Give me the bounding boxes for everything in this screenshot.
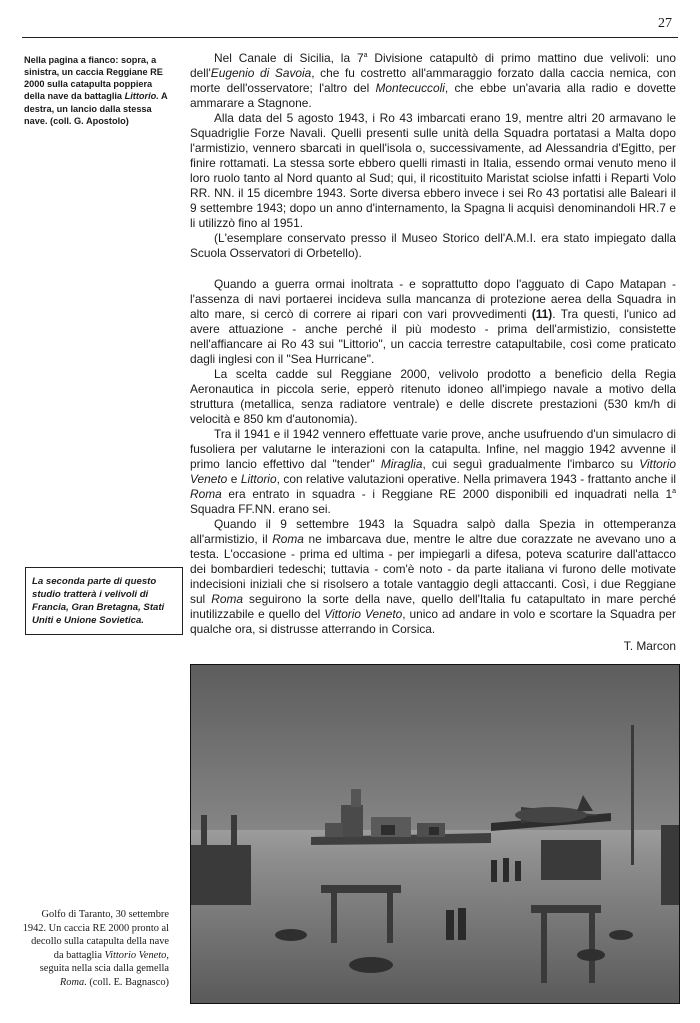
top-rule	[22, 37, 678, 38]
p7-ship-2: Roma	[211, 592, 243, 606]
caption-bottom-t3: . (coll. E. Bagnasco)	[84, 976, 169, 988]
p4-text-1: Quando a guerra ormai inoltrata - e soprattutto dopo l'agguato di Capo Matapan - l'assenza di navi portaerei incideva sulla mancanza di protezione aerea della Squadra in alto mare, si cercò di correre ai ripari con vari provvedimenti	[190, 277, 676, 321]
paragraph-1	[190, 51, 676, 111]
paragraph-5: La scelta cadde sul Reggiane 2000, velivolo prodotto a beneficio della Regia Aeronautica in piccola serie, epperò ritenuto idoneo all'impiego navale a motivo della struttura (metallica, senza radiatore ventrale) e delle discrete prestazioni (530 km/h di velocità e 850 km d'autonomia).	[190, 367, 676, 426]
paragraph-3: (L'esemplare conservato presso il Museo Storico dell'A.M.I. era stato impiegato dalla Scuola Osservatori di Orbetello).	[190, 231, 676, 260]
side-caption-bottom	[22, 908, 169, 989]
p7-text-3: seguirono la sorte della nave, quello dell'Italia fu catapultato in mare perché inutilizzabile e quello del	[190, 592, 676, 621]
p1-ship-2: Montecuccoli	[375, 81, 445, 95]
p6-text-5: era entrato in squadra - i Reggiane RE 2000 disponibili ed inquadrati nella 1	[221, 487, 673, 501]
caption-bottom-i2: Roma	[59, 976, 85, 988]
caption-top-suffix: A destra, un lancio dalla stessa nave. (coll. G. Apostolo)	[24, 91, 168, 126]
photo-battleship-deck	[191, 665, 679, 1003]
p7-text-2: ne imbarcava due, mentre le altre due corazzate ne avevano uno a testa. L'occasione - prima ed ultima - per impiegarli a difesa, poteva scaturire dall'attacco dei bombardieri tedeschi; tuttavia - com'è noto - da parte italiana vi furono delle motivate indecisioni iniziali che si risolsero a totale vantaggio degli attaccanti. Così, i due Reggiane sul	[190, 532, 676, 606]
p1-text-2: Divisione catapultò di primo mattino due velivoli: uno dell'	[190, 51, 676, 80]
p6-text-2: , cui seguì gradualmente l'imbarco su	[422, 457, 640, 471]
author-signature: T. Marcon	[623, 639, 676, 653]
caption-top-ship: Littorio.	[124, 91, 159, 102]
caption-bottom-t2: , seguita nella scia dalla gemella	[39, 949, 169, 975]
p7-ship-1: Roma	[272, 532, 304, 546]
p1-text-1: Nel Canale di Sicilia, la 7	[214, 51, 364, 65]
p6-text-6: Squadra FF.NN. erano sei.	[190, 502, 331, 516]
page-number: 27	[658, 16, 672, 31]
caption-bottom-t1: Golfo di Taranto, 30 settembre 1942. Un caccia RE 2000 pronto al decollo sulla catapulta della nave da battaglia	[22, 909, 169, 961]
side-note-box: La seconda parte di questo studio tratterà i velivoli di Francia, Gran Bretagna, Stati Uniti e Unione Sovietica.	[25, 567, 183, 635]
paragraph-6	[190, 427, 676, 517]
photo	[190, 664, 680, 1004]
p6-text-3: e	[227, 472, 241, 486]
p4-text-2: . Tra questi, l'unico ad avere attuazione - anche perché il più modesto - prima dell'armistizio, consistette nell'affiancare ai Ro 43 sui "Littorio", un caccia terrestre catapultabile, così come praticato dagli inglesi con il "Sea Hurricane".	[190, 307, 676, 366]
paragraph-7	[190, 517, 676, 637]
p6-text-4: , con relative valutazioni operative. Nella primavera 1943 - frattanto anche il	[276, 472, 676, 486]
p1-ship-1: Eugenio di Savoia	[210, 66, 312, 80]
p7-text-4: , unico ad andare in volo e scortare la Squadra per qualche ora, si distrusse atterrando in Corsica.	[190, 607, 677, 636]
p6-sup: a	[672, 488, 676, 496]
p1-text-4: , che ebbe un'avaria alla radio e dovette ammarare a Stagnone.	[190, 81, 676, 110]
p6-ship-4: Roma	[190, 487, 222, 501]
p6-ship-2: Vittorio Veneto	[190, 457, 676, 486]
p7-ship-3: Vittorio Veneto	[324, 607, 403, 621]
p1-sup: a	[363, 52, 368, 60]
caption-top-prefix: Nella pagina a fianco: sopra, a sinistra, un caccia Reggiane RE 2000 sulla catapulta poppiera della nave da battaglia	[24, 55, 163, 102]
p6-ship-1: Miraglia	[380, 457, 423, 471]
paragraph-2: Alla data del 5 agosto 1943, i Ro 43 imbarcati erano 19, mentre altri 20 armavano le Squadriglie Forze Navali. Quelli presenti sulle unità della Squadra portatasi a Malta dopo l'armistizio, vennero sbarcati in quell'isola o, successivamente, ad Alessandria d'Egitto, per finire rottamati. La stessa sorte ebbero quelli rimasti in Italia, essendo ormai venuto meno il loro ruolo tanto al Nord quanto al Sud; qui, il ricostituito Maristat sciolse infatti i Reparti Volo RR. NN. il 15 dicembre 1943. Sorte diversa ebbero invece i sei Ro 43 portatisi alle Baleari il 9 settembre 1943; dopo un anno d'internamento, la Spagna li acquisì denominandoli HR.7 e li utilizzò fino al 1951.	[190, 111, 676, 230]
side-caption-top	[24, 54, 174, 127]
paragraph-4	[190, 277, 676, 367]
caption-bottom-i1: Vittorio Veneto	[104, 949, 167, 961]
p6-ship-3: Littorio	[240, 472, 277, 486]
p4-footnote-ref: (11)	[531, 307, 553, 321]
p1-text-3: , che fu costretto all'ammaraggio forzato dalla caccia nemica, con morte dell'osservatore; l'altro del	[190, 66, 677, 95]
ship-deck	[191, 860, 679, 1003]
p6-text-1: Tra il 1941 e il 1942 vennero effettuate varie prove, anche usufruendo d'un simulacro di fusoliera per valutarne le interazioni con la catapulta. Infine, nel maggio 1942 avvenne il primo lancio effettivo dal "tender"	[190, 427, 676, 471]
main-text	[190, 51, 676, 654]
p7-text-1: Quando il 9 settembre 1943 la Squadra salpò dalla Spezia in ottemperanza all'armistizio, il	[190, 517, 676, 546]
